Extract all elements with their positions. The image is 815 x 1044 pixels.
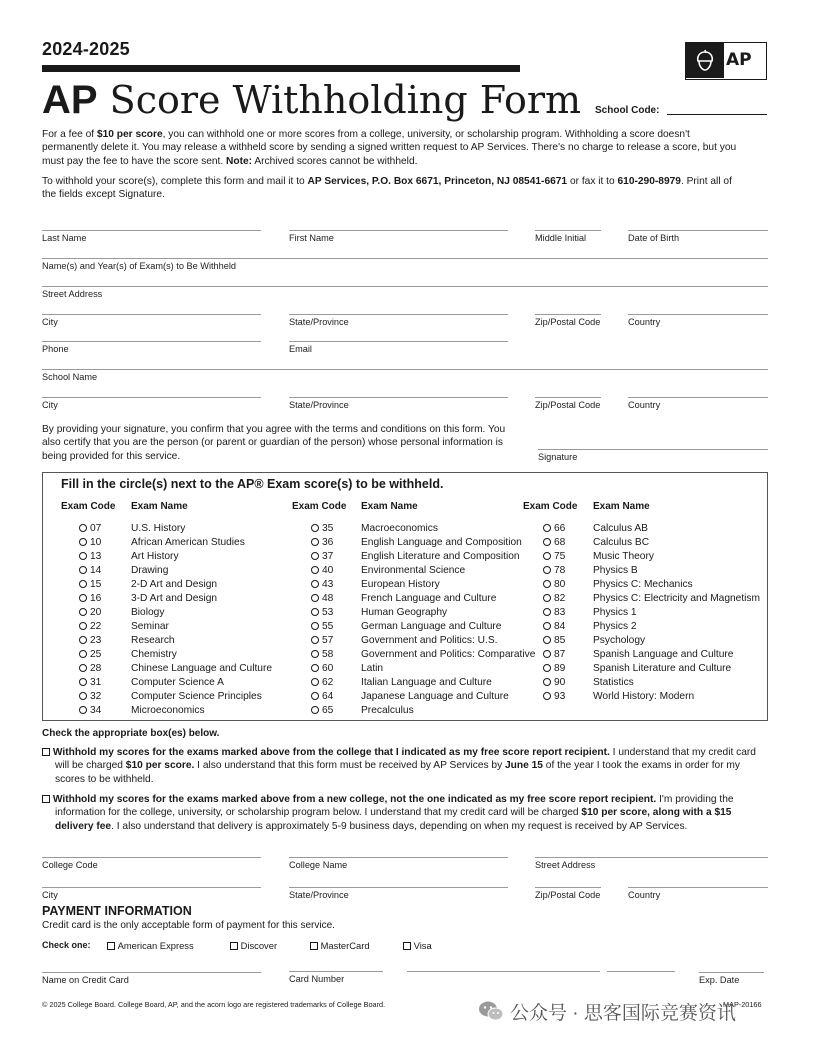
college-city-field[interactable]: City: [42, 887, 261, 900]
exam-name: Chinese Language and Culture: [131, 663, 273, 674]
copyright: © 2025 College Board. College Board, AP, and the acorn logo are registered trademarks of College Board.: [42, 1000, 386, 1009]
college-zip-field[interactable]: Zip/Postal Code: [535, 887, 601, 900]
exam-name: Chemistry: [131, 649, 177, 660]
exp-date-field[interactable]: Exp. Date: [699, 972, 764, 985]
school-code-input[interactable]: [667, 114, 767, 115]
exam-name: 2-D Art and Design: [131, 579, 218, 590]
exam-name: 3-D Art and Design: [131, 593, 218, 604]
exam-name: African American Studies: [131, 537, 245, 548]
circle-icon[interactable]: [79, 664, 87, 672]
option-new-college: Withhold my scores for the exams marked above from a new college, not the one indicated as my free score report recipient. I'm providing the information for the college, university, or scholarship program below. I understand that my credit card will be charged $10 per score, along with a $15 delivery fee. I also understand that delivery is approximately 5-9 business days, depending on when my request is received by AP Services.: [42, 793, 762, 833]
circle-icon[interactable]: [543, 692, 551, 700]
exam-code-option[interactable]: [543, 677, 565, 688]
exam-code-option[interactable]: [79, 551, 101, 562]
circle-icon[interactable]: [543, 524, 551, 532]
circle-icon[interactable]: [79, 552, 87, 560]
exam-code-option[interactable]: [311, 663, 333, 674]
last-name-field[interactable]: Last Name: [42, 230, 261, 243]
circle-icon[interactable]: [79, 608, 87, 616]
signature-field[interactable]: Signature: [538, 449, 768, 462]
exam-code-option[interactable]: [311, 551, 333, 562]
exam-code-option[interactable]: [311, 635, 333, 646]
circle-icon[interactable]: [311, 552, 319, 560]
exam-code: 82: [554, 593, 566, 604]
exam-code: 07: [90, 523, 102, 534]
exam-code: 23: [90, 635, 102, 646]
college-name-field[interactable]: College Name: [289, 857, 508, 870]
option1-checkbox[interactable]: [42, 748, 50, 756]
exam-code: 40: [322, 565, 334, 576]
exam-name: U.S. History: [131, 523, 186, 534]
exam-name: Seminar: [131, 621, 169, 632]
card-amex[interactable]: American Express: [107, 940, 194, 951]
exam-code-option[interactable]: [543, 635, 565, 646]
exam-name: German Language and Culture: [361, 621, 502, 632]
circle-icon[interactable]: [311, 538, 319, 546]
exam-code: 83: [554, 607, 566, 618]
circle-icon[interactable]: [311, 608, 319, 616]
ap-logo: [685, 42, 767, 80]
option-free-recipient: Withhold my scores for the exams marked above from the college that I indicated as my free score report recipient. I understand that my credit card will be charged $10 per score. I also understand that this form must be received by AP Services by June 15 of the year I took the exams in order for my scores to be withheld.: [42, 746, 762, 786]
exam-code: 62: [322, 677, 334, 688]
exam-code-option[interactable]: [79, 607, 101, 618]
exam-code-option[interactable]: [543, 621, 565, 632]
exam-name: Physics 1: [593, 607, 637, 618]
circle-icon[interactable]: [543, 552, 551, 560]
consent-text: By providing your signature, you confirm that you agree with the terms and conditions on this form. You also certify that you are the person (or parent or guardian of the person) whose personal information is being provided for this service.: [42, 424, 506, 462]
exam-code: 87: [554, 649, 566, 660]
circle-icon[interactable]: [311, 580, 319, 588]
dob-field[interactable]: Date of Birth: [628, 230, 768, 243]
exam-name: Computer Science Principles: [131, 691, 262, 702]
exam-code: 32: [90, 691, 102, 702]
college-country-field[interactable]: Country: [628, 887, 768, 900]
exam-name: Government and Politics: Comparative: [361, 649, 536, 660]
circle-icon[interactable]: [311, 664, 319, 672]
form-code: MAP-20166: [723, 1000, 762, 1009]
exam-name: Latin: [361, 663, 384, 674]
exam-code-option[interactable]: [79, 649, 101, 660]
amex-checkbox[interactable]: [107, 942, 115, 950]
exam-name: French Language and Culture: [361, 593, 497, 604]
circle-icon[interactable]: [311, 706, 319, 714]
exam-name: Precalculus: [361, 705, 414, 716]
email-field[interactable]: Email: [289, 341, 508, 354]
exam-code-option[interactable]: [79, 621, 101, 632]
college-state-field[interactable]: State/Province: [289, 887, 508, 900]
exam-name: Music Theory: [593, 551, 654, 562]
exam-code: 36: [322, 537, 334, 548]
exam-name: English Literature and Composition: [361, 551, 520, 562]
circle-icon[interactable]: [543, 608, 551, 616]
exam-code: 55: [322, 621, 334, 632]
circle-icon[interactable]: [543, 622, 551, 630]
exam-code: 14: [90, 565, 102, 576]
exam-box-title: Fill in the circle(s) next to the AP® Exam score(s) to be withheld.: [61, 477, 444, 491]
phone-field[interactable]: Phone: [42, 341, 261, 354]
circle-icon[interactable]: [543, 636, 551, 644]
state-field[interactable]: State/Province: [289, 314, 508, 327]
options-heading: Check the appropriate box(es) below.: [42, 728, 220, 739]
exam-code: 43: [322, 579, 334, 590]
exam-code-option[interactable]: [311, 691, 333, 702]
card-number-line-a: [289, 971, 383, 972]
exam-code: 65: [322, 705, 334, 716]
exam-code: 20: [90, 607, 102, 618]
card-number-line-b: [407, 971, 600, 972]
exam-code: 35: [322, 523, 334, 534]
exam-code-option[interactable]: [543, 565, 565, 576]
middle-initial-field[interactable]: Middle Initial: [535, 230, 601, 243]
exam-name: Drawing: [131, 565, 169, 576]
payment-note: Credit card is the only acceptable form of payment for this service.: [42, 920, 335, 931]
exam-name: Macroeconomics: [361, 523, 438, 534]
exam-name: Art History: [131, 551, 179, 562]
exam-code-option[interactable]: [311, 705, 333, 716]
circle-icon[interactable]: [543, 650, 551, 658]
exam-name: Physics C: Electricity and Magnetism: [593, 593, 761, 604]
exam-name: Government and Politics: U.S.: [361, 635, 498, 646]
exam-code-option[interactable]: [79, 677, 101, 688]
check-one-label: Check one:: [42, 940, 91, 950]
school-code-label: School Code:: [595, 105, 660, 116]
zip-field[interactable]: Zip/Postal Code: [535, 314, 601, 327]
mastercard-checkbox[interactable]: [310, 942, 318, 950]
circle-icon[interactable]: [311, 650, 319, 658]
exam-name: Italian Language and Culture: [361, 677, 492, 688]
exam-code: 16: [90, 593, 102, 604]
circle-icon[interactable]: [79, 566, 87, 574]
discover-checkbox[interactable]: [230, 942, 238, 950]
exam-code: 53: [322, 607, 334, 618]
col1-code-header: Exam Code: [61, 501, 116, 512]
exam-code: 48: [322, 593, 334, 604]
exam-code-option[interactable]: [543, 537, 565, 548]
circle-icon[interactable]: [79, 706, 87, 714]
school-state-field[interactable]: State/Province: [289, 397, 508, 410]
circle-icon[interactable]: [543, 566, 551, 574]
school-country-field[interactable]: Country: [628, 397, 768, 410]
exam-name: Microeconomics: [131, 705, 205, 716]
exam-name: World History: Modern: [593, 691, 695, 702]
col2-code-header: Exam Code: [292, 501, 347, 512]
circle-icon[interactable]: [311, 678, 319, 686]
exam-code: 64: [322, 691, 334, 702]
exam-code-option[interactable]: [79, 523, 101, 534]
circle-icon[interactable]: [543, 594, 551, 602]
exam-name: Biology: [131, 607, 165, 618]
visa-checkbox[interactable]: [403, 942, 411, 950]
watermark: 公众号 · 思客国际竞赛资讯: [478, 998, 736, 1028]
exam-name: Spanish Literature and Culture: [593, 663, 732, 674]
circle-icon[interactable]: [79, 524, 87, 532]
exam-code: 75: [554, 551, 566, 562]
exam-code: 85: [554, 635, 566, 646]
circle-icon[interactable]: [79, 692, 87, 700]
circle-icon[interactable]: [79, 678, 87, 686]
payment-title: PAYMENT INFORMATION: [42, 904, 192, 918]
first-name-field[interactable]: First Name: [289, 230, 508, 243]
col3-code-header: Exam Code: [523, 501, 578, 512]
exam-code: 89: [554, 663, 566, 674]
exam-code: 34: [90, 705, 102, 716]
exam-code-option[interactable]: [543, 607, 565, 618]
intro-paragraph-fee: For a fee of $10 per score, you can withhold one or more scores from a college, university, or scholarship program. Withholding a score doesn't permanently delete it. You may release a withheld score by sending a signed written request to AP Services. There's no charge to release a score, but you must pay the fee to have the score sent. Note: Archived scores cannot be withheld.: [42, 129, 737, 167]
exam-code: 15: [90, 579, 102, 590]
exam-name: Physics B: [593, 565, 638, 576]
country-field[interactable]: Country: [628, 314, 768, 327]
exam-name: Physics C: Mechanics: [593, 579, 693, 590]
exam-code-option[interactable]: [543, 691, 565, 702]
circle-icon[interactable]: [311, 622, 319, 630]
exam-name: Statistics: [593, 677, 634, 688]
name-on-card-field[interactable]: Name on Credit Card: [42, 972, 261, 985]
exam-code-option[interactable]: [79, 593, 101, 604]
logo-text: AP: [726, 50, 752, 70]
exam-code: 68: [554, 537, 566, 548]
exam-code-option[interactable]: [311, 649, 333, 660]
exam-code-option[interactable]: [79, 635, 101, 646]
circle-icon[interactable]: [79, 650, 87, 658]
exam-code-option[interactable]: [311, 565, 333, 576]
school-name-field[interactable]: School Name: [42, 369, 768, 382]
circle-icon[interactable]: [79, 538, 87, 546]
exam-code: 90: [554, 677, 566, 688]
exam-code-option[interactable]: [543, 593, 565, 604]
exam-code: 66: [554, 523, 566, 534]
card-discover[interactable]: Discover: [230, 940, 277, 951]
wechat-icon: [478, 1000, 504, 1028]
exam-code: 80: [554, 579, 566, 590]
exam-code-option[interactable]: [311, 607, 333, 618]
exam-code-option[interactable]: [311, 593, 333, 604]
exam-code-option[interactable]: [79, 579, 101, 590]
col2-name-header: Exam Name: [361, 501, 418, 512]
circle-icon[interactable]: [543, 664, 551, 672]
card-mastercard[interactable]: MasterCard: [310, 940, 370, 951]
exam-names-field[interactable]: Name(s) and Year(s) of Exam(s) to Be Withheld: [42, 258, 768, 271]
card-number-field[interactable]: Card Number: [289, 974, 345, 984]
exam-code: 13: [90, 551, 102, 562]
exam-name: Computer Science A: [131, 677, 224, 688]
exam-name: Human Geography: [361, 607, 448, 618]
exam-code-option[interactable]: [543, 551, 565, 562]
school-zip-field[interactable]: Zip/Postal Code: [535, 397, 601, 410]
exam-code: 58: [322, 649, 334, 660]
circle-icon[interactable]: [543, 580, 551, 588]
exam-code-option[interactable]: [79, 537, 101, 548]
exam-code-option[interactable]: [311, 677, 333, 688]
exam-code: 37: [322, 551, 334, 562]
page-title: AP Score Withholding Form: [42, 78, 582, 122]
exam-code: 78: [554, 565, 566, 576]
school-city-field[interactable]: City: [42, 397, 261, 410]
header-rule: [42, 65, 520, 72]
exam-name: Spanish Language and Culture: [593, 649, 734, 660]
exam-code: 57: [322, 635, 334, 646]
option2-checkbox[interactable]: [42, 795, 50, 803]
circle-icon[interactable]: [79, 580, 87, 588]
college-street-field[interactable]: Street Address: [535, 857, 768, 870]
exam-code-option[interactable]: [79, 691, 101, 702]
circle-icon[interactable]: [311, 566, 319, 574]
exam-name: Japanese Language and Culture: [361, 691, 509, 702]
intro-paragraph-mail: To withhold your score(s), complete this form and mail it to AP Services, P.O. Box 6671, Princeton, NJ 08541-6671 or fax it to 610-290-8979. Print all of the fields except Signature.: [42, 176, 732, 201]
card-visa[interactable]: Visa: [403, 940, 432, 951]
exam-name: European History: [361, 579, 440, 590]
form-year: 2024-2025: [42, 39, 130, 59]
exam-code-option[interactable]: [543, 663, 565, 674]
circle-icon[interactable]: [543, 678, 551, 686]
exam-code-option[interactable]: [543, 579, 565, 590]
exam-code: 28: [90, 663, 102, 674]
exam-code-option[interactable]: [311, 621, 333, 632]
city-field[interactable]: City: [42, 314, 261, 327]
exam-name: Calculus BC: [593, 537, 650, 548]
circle-icon[interactable]: [543, 538, 551, 546]
exam-code-option[interactable]: [311, 579, 333, 590]
exam-name: Calculus AB: [593, 523, 648, 534]
circle-icon[interactable]: [311, 524, 319, 532]
exam-code: 84: [554, 621, 566, 632]
card-number-line-c: [607, 971, 675, 972]
exam-code-option[interactable]: [543, 523, 565, 534]
exam-code-option[interactable]: [79, 565, 101, 576]
exam-code-option[interactable]: [79, 705, 101, 716]
exam-code: 10: [90, 537, 102, 548]
col3-name-header: Exam Name: [593, 501, 650, 512]
exam-code-option[interactable]: [311, 537, 333, 548]
circle-icon[interactable]: [79, 594, 87, 602]
exam-code: 22: [90, 621, 102, 632]
exam-name: English Language and Composition: [361, 537, 522, 548]
exam-code-option[interactable]: [79, 663, 101, 674]
exam-code: 25: [90, 649, 102, 660]
circle-icon[interactable]: [79, 636, 87, 644]
col1-name-header: Exam Name: [131, 501, 188, 512]
exam-name: Psychology: [593, 635, 646, 646]
exam-name: Physics 2: [593, 621, 637, 632]
exam-name: Environmental Science: [361, 565, 466, 576]
exam-code-option[interactable]: [543, 649, 565, 660]
circle-icon[interactable]: [311, 692, 319, 700]
circle-icon[interactable]: [311, 636, 319, 644]
exam-name: Research: [131, 635, 175, 646]
exam-code: 60: [322, 663, 334, 674]
exam-code-option[interactable]: [311, 523, 333, 534]
street-address-field[interactable]: Street Address: [42, 286, 768, 299]
exam-code: 93: [554, 691, 566, 702]
circle-icon[interactable]: [311, 594, 319, 602]
exam-code: 31: [90, 677, 102, 688]
acorn-icon: [686, 43, 724, 78]
college-code-field[interactable]: College Code: [42, 857, 261, 870]
circle-icon[interactable]: [79, 622, 87, 630]
